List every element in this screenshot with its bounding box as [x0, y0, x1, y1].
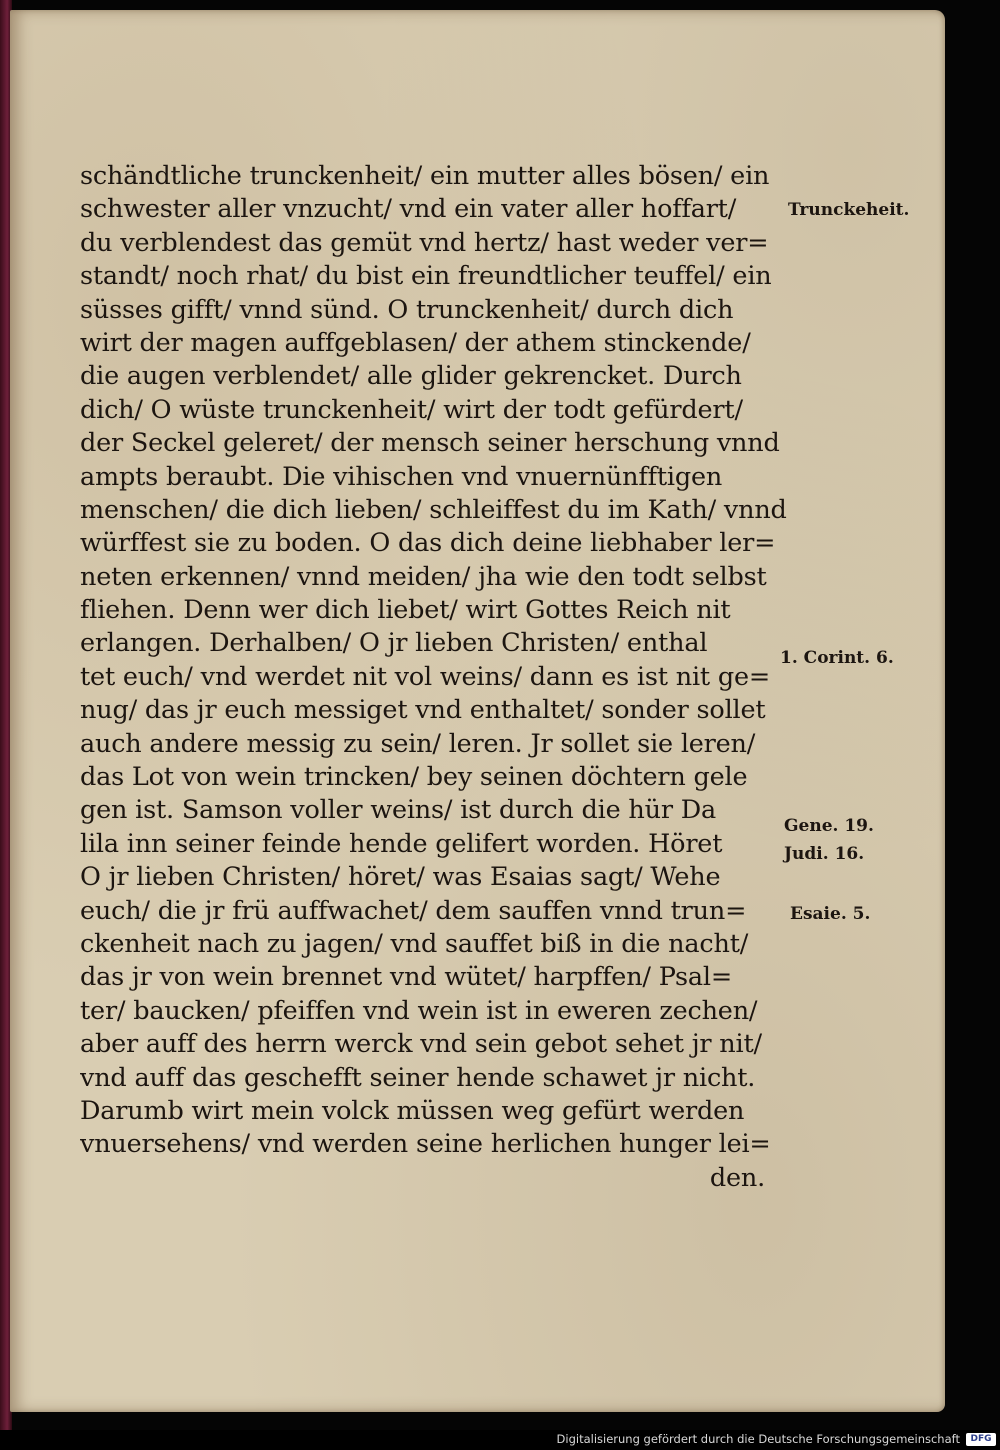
text-line: schwester aller vnzucht/ vnd ein vater aller hoffart/ [80, 194, 737, 225]
text-line: würffest sie zu boden. O das dich deine liebhaber ler= [80, 528, 776, 559]
margin-note-judicum: Judi. 16. [784, 844, 865, 864]
margin-note-trunckeheit: Trunckeheit. [788, 200, 910, 220]
margin-note-genesis: Gene. 19. [784, 816, 874, 836]
text-line: nug/ das jr euch messiget vnd enthaltet/ sonder sollet [80, 695, 766, 726]
text-line: auch andere messig zu sein/ leren. Jr sollet sie leren/ [80, 728, 756, 759]
text-line: vnd auff das geschefft seiner hende schawet jr nicht. [80, 1062, 756, 1093]
text-line: fliehen. Denn wer dich liebet/ wirt Gottes Reich nit [80, 595, 731, 626]
text-line: der Seckel geleret/ der mensch seiner herschung vnnd [80, 428, 780, 459]
text-line: tet euch/ vnd werdet nit vol weins/ dann es ist nit ge= [80, 661, 771, 692]
text-line: ter/ baucken/ pfeiffen vnd wein ist in eweren zechen/ [80, 995, 758, 1026]
text-line: standt/ noch rhat/ du bist ein freundtlicher teuffel/ ein [80, 261, 772, 292]
margin-note-corinth: 1. Corint. 6. [780, 648, 894, 668]
text-line: erlangen. Derhalben/ O jr lieben Christen/ enthal [80, 628, 708, 659]
page-text-block [80, 160, 795, 1195]
text-line: das Lot von wein trincken/ bey seinen döchtern gele [80, 762, 748, 793]
text-line: ckenheit nach zu jagen/ vnd sauffet biß in die nacht/ [80, 928, 749, 959]
text-line: schändtliche trunckenheit/ ein mutter alles bösen/ ein [80, 161, 770, 191]
text-line: O jr lieben Christen/ höret/ was Esaias sagt/ Wehe [80, 862, 721, 893]
text-line: wirt der magen auffgeblasen/ der athem stinckende/ [80, 327, 751, 358]
text-line: aber auff des herrn werck vnd sein gebot sehet jr nit/ [80, 1029, 762, 1060]
footer-credit: Digitalisierung gefördert durch die Deutsche Forschungsgemeinschaft [556, 1432, 960, 1446]
text-line: die augen verblendet/ alle glider gekrencket. Durch [80, 361, 742, 392]
margin-note-esaias: Esaie. 5. [790, 904, 871, 924]
text-line: menschen/ die dich lieben/ schleiffest du im Kath/ vnnd [80, 494, 787, 525]
text-line: gen ist. Samson voller weins/ ist durch die hür Da [80, 795, 717, 826]
text-line-final: den. [709, 1162, 765, 1193]
text-line: vnuersehens/ vnd werden seine herlichen hunger lei= [80, 1129, 771, 1160]
footer-bar [0, 1430, 1000, 1450]
text-line: euch/ die jr frü auffwachet/ dem sauffen vnnd trun= [80, 895, 747, 926]
text-line: süsses gifft/ vnnd sünd. O trunckenheit/ durch dich [80, 294, 734, 325]
text-line: das jr von wein brennet vnd wütet/ harpffen/ Psal= [80, 962, 733, 993]
dfg-logo-icon: DFG [966, 1433, 996, 1446]
text-line: Darumb wirt mein volck müssen weg gefürt werden [80, 1095, 745, 1126]
book-page [10, 10, 945, 1412]
text-line: du verblendest das gemüt vnd hertz/ hast weder ver= [80, 227, 769, 258]
text-line: lila inn seiner feinde hende gelifert worden. Höret [80, 828, 723, 859]
text-line: dich/ O wüste trunckenheit/ wirt der todt gefürdert/ [80, 394, 743, 425]
text-line: neten erkennen/ vnnd meiden/ jha wie den todt selbst [80, 561, 767, 592]
text-line: ampts beraubt. Die vihischen vnd vnuernünfftigen [80, 461, 723, 492]
